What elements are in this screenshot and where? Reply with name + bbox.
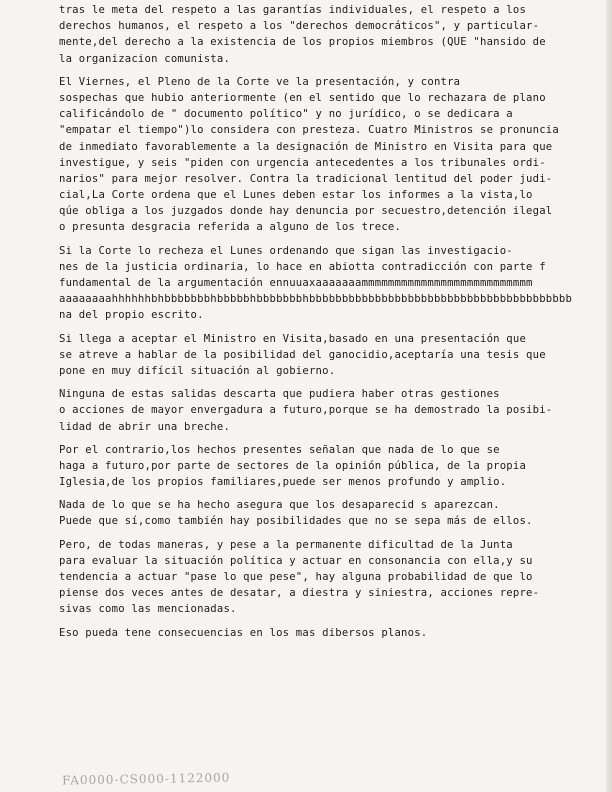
paragraph-gap — [59, 324, 607, 331]
text-line: fundamental de la argumentación ennuuaxaaaaaaammmmmmmmmmmmmmmmmmmmmmmmmm — [59, 277, 533, 289]
text-line: El Viernes, el Pleno de la Corte ve la presentación, y contra — [59, 75, 461, 88]
text-line: "empatar el tiempo")lo considera con presteza. Cuatro Ministros se pronuncia — [59, 124, 559, 137]
text-line: para evaluar la situación política y actuar en consonancia con ella,y su — [59, 554, 533, 567]
text-line: piense dos veces antes de desatar, a diestra y siniestra, acciones repre- — [59, 587, 540, 600]
text-line: mente,del derecho a la existencia de los propios miembros (QUE "hansido de — [59, 36, 546, 49]
text-line: haga a futuro,por parte de sectores de la opinión pública, de la propia — [59, 459, 527, 472]
text-line: na del propio escrito. — [59, 309, 204, 322]
paragraph-gap — [59, 435, 607, 442]
text-line: Eso pueda tene consecuencias en los mas dibersos planos. — [59, 626, 428, 639]
text-line: nes de la justicia ordinaria, lo hace en abiotta contradicción con parte f — [59, 260, 546, 273]
text-line: sospechas que hubio anteriormente (en el sentido que lo rechazara de plano — [59, 91, 546, 104]
text-line: Nada de lo que se ha hecho asegura que los desaparecid s aparezcan. — [59, 499, 500, 512]
page-edge-shadow — [606, 0, 612, 792]
text-line: Puede que sí,como también hay posibilidades que no se sepa más de ellos. — [59, 515, 533, 528]
text-line: la organizacion comunista. — [59, 52, 231, 65]
text-line: tras le meta del respeto a las garantías individuales, el respeto a los — [59, 4, 527, 16]
paragraph-gap — [59, 236, 607, 243]
text-line: narios" para mejor resolver. Contra la tradicional lentitud del poder judi- — [59, 172, 553, 185]
text-line: Ninguna de estas salidas descarta que pudiera haber otras gestiones — [59, 388, 500, 401]
paragraph-gap — [59, 67, 607, 74]
text-line: derechos humanos, el respeto a los "derechos democráticos", y particular- — [59, 20, 540, 33]
paragraph-gap — [59, 490, 607, 497]
text-line: investigue, y seis "piden con urgencia antecedentes a los tribunales ordi- — [59, 156, 546, 169]
text-line: cial,La Corte ordena que el Lunes deben estar los informes a la vista,lo — [59, 189, 533, 202]
paragraph-gap — [59, 618, 607, 625]
archive-stamp: FA0000-CS000-1122000 — [61, 770, 231, 788]
text-line: o acciones de mayor envergadura a futuro,porque se ha demostrado la posibi- — [59, 404, 553, 417]
text-line: Iglesia,de los propios familiares,puede ser menos profundo y amplio. — [59, 476, 507, 489]
text-line: sivas como las mencionadas. — [59, 603, 237, 616]
text-line: qúe obliga a los juzgados donde hay denuncia por secuestro,detención ilegal — [59, 205, 553, 218]
text-line: calificándolo de " documento político" y no jurídico, o se dedicara a — [59, 108, 513, 121]
document-body — [59, 2, 607, 641]
text-line: Pero, de todas maneras, y pese a la permanente dificultad de la Junta — [59, 538, 513, 551]
text-line: tendencia a actuar "pase lo que pese", hay alguna probabilidad de que lo — [59, 571, 533, 583]
text-line: Por el contrario,los hechos presentes señalan que nada de lo que se — [59, 443, 500, 456]
text-line: pone en muy difícil situación al gobierno. — [59, 364, 336, 377]
text-line: lidad de abrir una breche. — [59, 420, 231, 433]
paragraph-gap — [59, 530, 607, 537]
text-line: o presunta desgracia referida a alguno de los trece. — [59, 221, 402, 234]
text-line: Si la Corte lo recheza el Lunes ordenando que sigan las investigacio- — [59, 244, 513, 257]
text-line: se atreve a hablar de la posibilidad del ganocidio,aceptaría una tesis que — [59, 348, 546, 361]
text-line: de inmediato favorablemente a la designación de Ministro en Visita para que — [59, 140, 553, 153]
paragraph-gap — [59, 379, 607, 386]
text-line: Si llega a aceptar el Ministro en Visita,basado en una presentación que — [59, 332, 527, 345]
text-line: aaaaaaaahhhhhhbhbbbbbbbhbbbbbhbbbbbbbhbbbbbbbbbbbbbbbbbbbbbbbbbbbbbbbbbbbbbbbb — [59, 293, 573, 306]
